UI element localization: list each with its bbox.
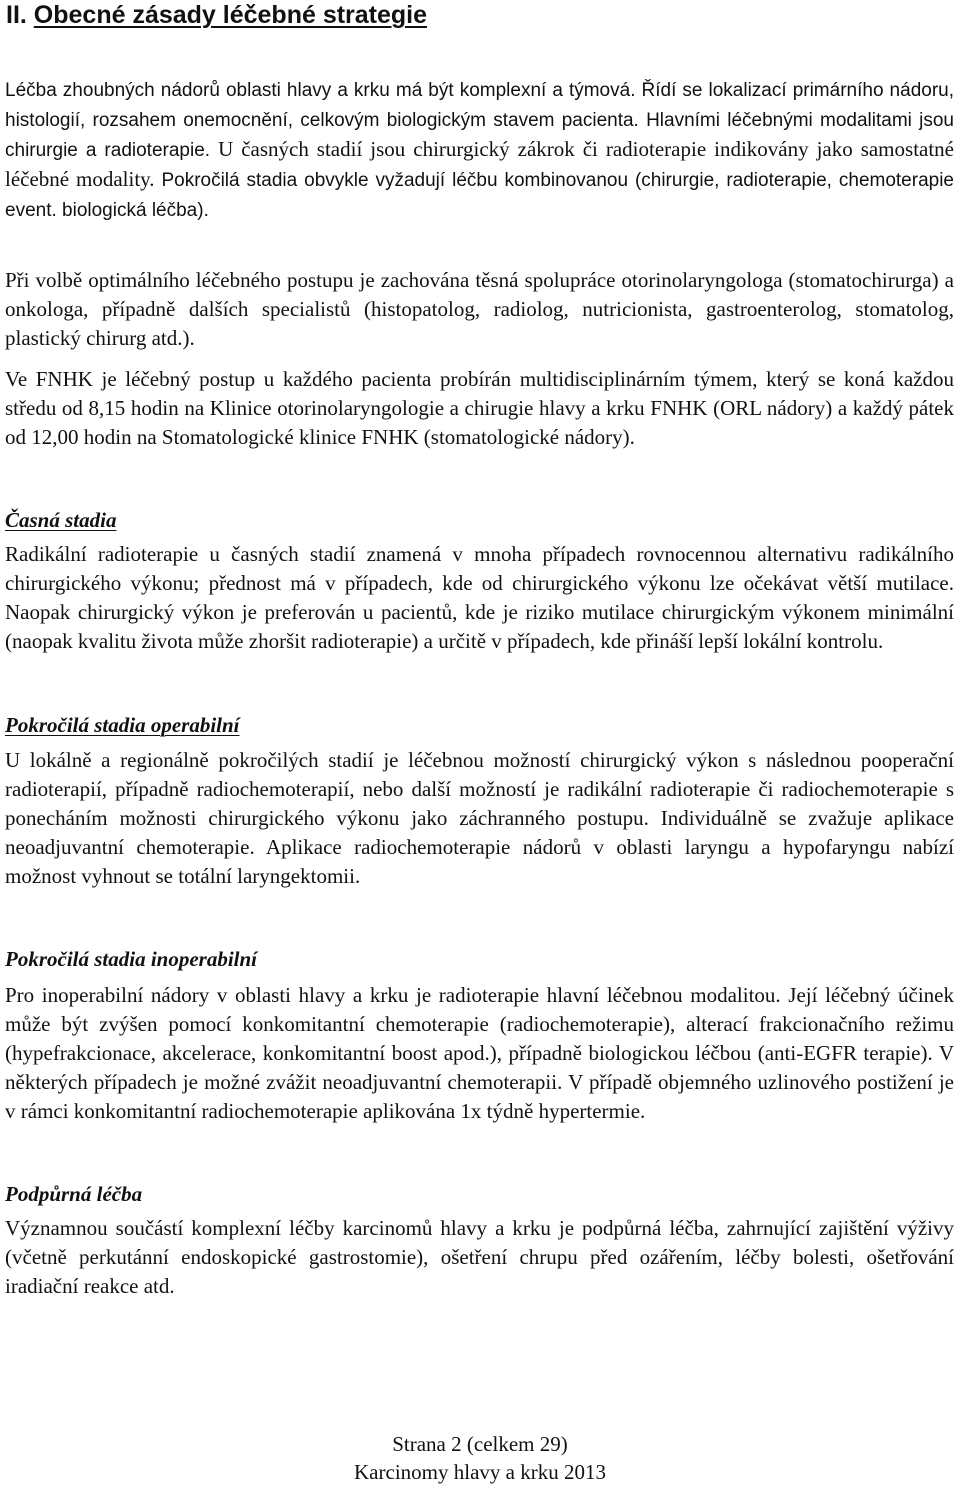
intro-text-b: U časných stadií jsou chirurgický zákrok či radioterapie indikovány jako samostatné léčebné modality. [5, 137, 955, 191]
operable-paragraph: U lokálně a regionálně pokročilých stadií je léčebnou možností chirurgický výkon s následnou pooperační radioterapií, případně radiochemoterapií, nebo další možností je radikální radioterapie či radiochemoterapie s ponecháním možnosti chirurgického výkonu jako záchranného postupu. Individuálně se zvažuje aplikace neoadjuvantní chemoterapie. Aplikace radiochemoterapie nádorů v oblasti laryngu a hypofaryngu nabízí možnost vyhnout se totální laryngektomii. [5, 748, 954, 888]
section-heading [6, 0, 427, 32]
team-paragraph: Při volbě optimálního léčebného postupu je zachována těsná spolupráce otorinolaryngologa (stomatochirurga) a onkologa, případně dalších specialistů (histopatolog, radiolog, nutricionista, gastroenterolog, stomatolog, plastický chirurg atd.). [5, 268, 954, 350]
intro-paragraph [5, 75, 954, 225]
supportive-paragraph: Významnou součástí komplexní léčby karcinomů hlavy a krku je podpůrná léčba, zahrnující zajištění výživy (včetně perkutánní endoskopické gastrostomie), ošetření chrupu před ozářením, léčby bolesti, ošetřování iradiační reakce atd. [5, 1216, 954, 1298]
footer-page-number: Strana 2 (celkem 29) [392, 1432, 568, 1456]
intro-text-a: Léčba zhoubných nádorů oblasti hlavy a krku má být komplexní a týmová. Řídí se lokalizací primárního nádoru, histologií, rozsahem onemocnění, celkovým biologickým stavem pacienta. Hlavními léčebnými modalitami jsou chirurgie a radioterapie. [5, 80, 954, 161]
inoperable-paragraph: Pro inoperabilní nádory v oblasti hlavy a krku je radioterapie hlavní léčebnou modalitou. Její léčebný účinek může být zvýšen pomocí konkomitantní chemoterapie (radiochemoterapie), alterací frakcionačního režimu (hypefrakcionace, akcelerace, konkomitantní boost apod.), případně biologickou léčbou (anti-EGFR terapie). V některých případech je možné zvážit neoadjuvantní chemoterapii. V případě objemného uzlinového postižení je v rámci konkomitantní radiochemoterapie aplikována 1x týdně hypertermie. [5, 983, 954, 1123]
supportive-heading: Podpůrná léčba [5, 1182, 143, 1206]
fnhk-paragraph: Ve FNHK je léčebný postup u každého pacienta probírán multidisciplinárním týmem, který se koná každou středu od 8,15 hodin na Klinice otorinolaryngologie a chirugie hlavy a krku FNHK (ORL nádory) a každý pátek od 12,00 hodin na Stomatologické klinice FNHK (stomatologické nádory). [5, 367, 954, 449]
footer-document-title: Karcinomy hlavy a krku 2013 [354, 1460, 606, 1484]
operable-heading: Pokročilá stadia operabilní [5, 713, 240, 737]
section-number: II. [6, 1, 34, 29]
early-stage-paragraph: Radikální radioterapie u časných stadií znamená v mnoha případech rovnocennou alternativu radikálního chirurgického výkonu; přednost má v případech, kde od chirurgického výkonu lze očekávat větší mutilace. Naopak chirurgický výkon je preferován u pacientů, kde je riziko mutilace chirurgickým výkonem minimální (naopak kvalitu života může zhoršit radioterapie) a určitě v případech, kde přináší lepší lokální kontrolu. [5, 542, 954, 653]
section-title: Obecné zásady léčebné strategie [33, 1, 428, 29]
early-stage-heading: Časná stadia [5, 508, 117, 532]
intro-text-c: Pokročilá stadia obvykle vyžadují léčbu kombinovanou (chirurgie, radioterapie, chemoterapie event. biologická léčba). [5, 170, 954, 221]
inoperable-heading: Pokročilá stadia inoperabilní [5, 947, 258, 971]
